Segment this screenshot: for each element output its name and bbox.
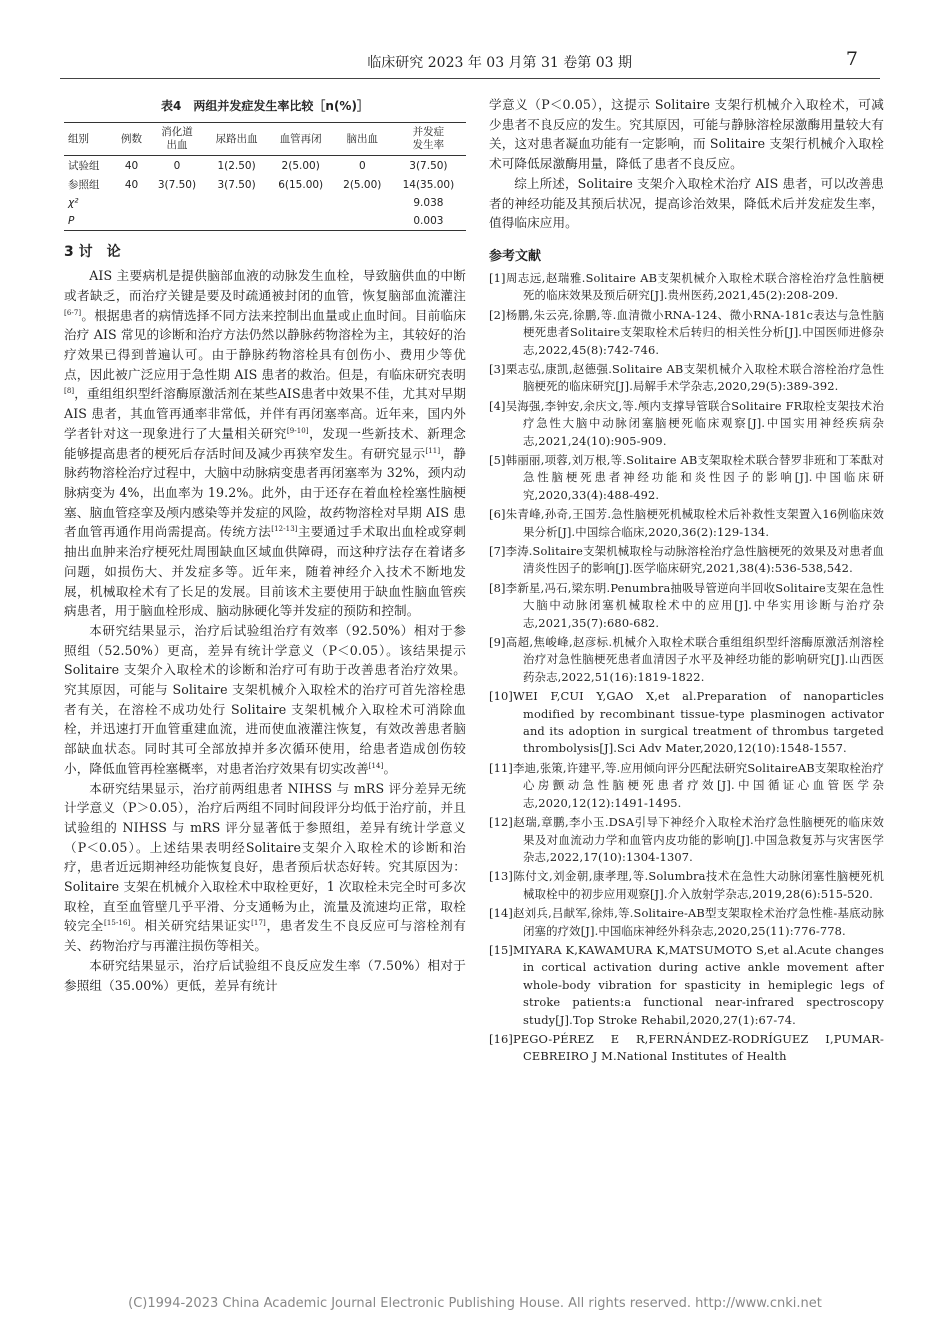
- table-cell: 3(7.50): [157, 178, 197, 191]
- reference-item: [14]赵刘兵,吕献军,徐炜,等.Solitaire-AB型支架取栓术治疗急性椎-基底动脉闭塞的疗效[J].中国临床神经外科杂志,2020,25(11):776-778.: [489, 906, 884, 938]
- table-cell: 9.038: [413, 197, 444, 210]
- table-cell: 6(15.00): [278, 178, 324, 191]
- table-cell: [148, 212, 205, 231]
- table-header-cell: 并发症 发生率: [412, 126, 445, 152]
- table-cell: [268, 212, 334, 231]
- table-cell: 2(5.00): [281, 159, 320, 172]
- page-number: 7: [845, 48, 858, 70]
- table-row: [64, 194, 466, 212]
- table-cell: [148, 194, 205, 212]
- table-header-row: [64, 123, 466, 156]
- left-column: [64, 95, 466, 995]
- table-cell: 3(7.50): [217, 178, 256, 191]
- reference-item: [13]陈付文,刘金朝,康孝理,等.Solumbra技术在急性大动脉闭塞性脑梗死机械取栓中的初步应用观察[J].介入放射学杂志,2019,28(6):515-520.: [489, 869, 884, 901]
- table-cell: 40: [124, 159, 139, 172]
- table-header-cell: 例数: [121, 132, 143, 145]
- citation-superscript: [11]: [425, 446, 441, 455]
- table-header-cell: 尿路出血: [215, 132, 258, 145]
- reference-item: [2]杨鹏,朱云亮,徐鹏,等.血清微小RNA-124、微小RNA-181c表达与急性脑梗死患者Solitaire支架取栓术后转归的相关性分析[J].中国医师进修杂志,2022,45(8):742-746.: [489, 307, 884, 357]
- references-heading: 参考文献: [489, 248, 542, 264]
- table-cell: 3(7.50): [409, 159, 448, 172]
- table-cell: 试验组: [68, 160, 100, 173]
- table-cell: [115, 212, 149, 231]
- reference-item: [4]吴海强,李钟安,余庆文,等.颅内支撑导管联合Solitaire FR取栓支架技术治疗急性大脑中动脉闭塞脑梗死临床观察[J].中国实用神经疾病杂志,2021,24(10):905-909.: [489, 398, 884, 448]
- citation-superscript: [9-10]: [286, 426, 309, 435]
- reference-list: [489, 270, 884, 1066]
- p1-text: AIS 主要病机是提供脑部血液的动脉发生血栓，导致脑供血的中断或者缺乏，而治疗关键是要及时疏通被封闭的血管，恢复脑部血流灌注[6-7]。根据患者的病情选择不同方法来控制出血量或止血时间。目前临床治疗 AIS 常见的诊断和治疗方法仍然以静脉药物溶栓为主，其较好的治疗效果已得到普遍认可。由于静脉药物溶栓具有创伤小、费用少等优点，因此被广泛应用于急性期 AIS 患者的救治。但是，有临床研究表明[8]，重组组织型纤溶酶原激活剂在某些AIS患者中效果不佳，尤其对早期 AIS 患者，其血管再通率非常低，并伴有再闭塞率高。近年来，国内外学者针对这一现象进行了大量相关研究[9-10]，发现一些新技术、新理念能够提高患者的梗死后存活时间及减少再狭窄发生。有研究显示[11]，静脉药物溶栓治疗过程中，大脑中动脉病变患者再闭塞率为 32%，颈内动脉病变为 4%，出血率为 19.2%。此外，由于还存在着血栓栓塞性脑梗塞、脑血管痉挛及颅内感染等并发症的风险，故药物溶栓对早期 AIS 患者血管再通作用尚需提高。传统方法[12-13]主要通过手术取出血栓或穿刺抽出血肿来治疗梗死灶周围缺血区域血供障碍，而这种疗法存在着诸多问题，如损伤大、并发症多等。近年来，随着神经介入技术不断地发展，机械取栓术有了长足的发展。目前该术主要使用于缺血性脑血管疾病患者，用于脑血栓形成、脑动脉硬化等并发症的预防和控制。: [64, 268, 466, 619]
- reference-item: [10]WEI F,CUI Y,GAO X,et al.Preparation of nanoparticles modified by recombinant tissue-type plasminogen activator and its adoption in surgical treatment of thrombus targeted thrombolysis[J].Sci Adv Mater,2020,12(10):1548-1557.: [489, 689, 884, 756]
- reference-item: [12]赵瑞,章鹏,李小玉.DSA引导下神经介入取栓术治疗急性脑梗死的临床效果及对血流动力学和血管内皮功能的影响[J].中国急救复苏与灾害医学杂志,2022,17(10):1304-1307.: [489, 815, 884, 864]
- table-title: 表4 两组并发症发生率比较［n(%)］: [161, 99, 369, 113]
- table-row: [64, 212, 466, 231]
- reference-item: [3]栗志弘,康凯,赵德强.Solitaire AB支架机械介入取栓术联合溶栓治疗急性脑梗死的临床研究[J].局解手术学杂志,2020,29(5):389-392.: [489, 361, 884, 394]
- discussion-paragraph-3: [64, 779, 466, 956]
- table-header-cell: 脑出血: [346, 132, 379, 145]
- citation-superscript: [8]: [64, 387, 75, 396]
- discussion-paragraph-1: [64, 266, 466, 621]
- citation-superscript: [6-7]: [64, 308, 82, 317]
- citation-superscript: [15-16]: [104, 919, 131, 928]
- p4-text: 本研究结果显示，治疗后试验组不良反应发生率（7.50%）相对于参照组（35.00%）更低，差异有统计: [64, 957, 466, 993]
- table-header-cell: 消化道 出血: [161, 126, 193, 152]
- table-body: [64, 156, 466, 231]
- reference-item: [5]韩丽丽,项蓉,刘万根,等.Solitaire AB支架取栓术联合替罗非班和丁苯酞对急性脑梗死患者神经功能和炎性因子的影响[J].中国临床研究,2020,33(4):488-492.: [489, 452, 884, 502]
- table-cell: 2(5.00): [343, 178, 382, 191]
- section-heading: 3 讨 论: [64, 244, 121, 261]
- p2-text: 本研究结果显示，治疗后试验组治疗有效率（92.50%）相对于参照组（52.50%）更高，差异有统计学意义（P＜0.05）。该结果提示 Solitaire 支架介入取栓术的诊断和治疗可有助于改善患者治疗效果。究其原因，可能与 Solitaire 支架机械介入取栓术的治疗可首先溶栓患者有关，在溶栓不成功处行 Solitaire 支架机械介入取栓术可消除血栓，并迅速打开血管重建血流，进而使血液灌注恢复，有效改善患者脑部缺血状态。同时其可全部放掉并多次循环使用，给患者造成创伤较小，降低血管再栓塞概率，对患者治疗效果有切实改善[14]。: [64, 622, 466, 776]
- table-cell: [334, 194, 391, 212]
- table-header-cell: 组别: [68, 132, 89, 145]
- citation-superscript: [17]: [251, 919, 266, 928]
- discussion-paragraph-2: [64, 621, 466, 779]
- citation-superscript: [12-13]: [271, 525, 298, 534]
- reference-item: [1]周志远,赵瑞雅.Solitaire AB支架机械介入取栓术联合溶栓治疗急性脑梗死的临床效果及预后研究[J].贵州医药,2021,45(2):208-209.: [489, 270, 884, 303]
- reference-item: [9]高超,焦峻峰,赵彦标.机械介入取栓术联合重组组织型纤溶酶原激活剂溶栓治疗对急性脑梗死患者血清因子水平及神经功能的影响研究[J].山西医药杂志,2022,51(16):1819-1822.: [489, 635, 884, 684]
- table-cell: 0: [173, 159, 181, 172]
- complication-table: [64, 122, 466, 231]
- discussion-continuation: 学意义（P＜0.05），这提示 Solitaire 支架行机械介入取栓术，可减少患者不良反应的发生。究其原因，可能与静脉溶栓尿激酶用量较大有关，这对患者凝血功能有一定影响，而 Solitaire 支架行机械介入取栓术可降低尿激酶用量，降低了患者不良反应。: [489, 97, 884, 172]
- p3-text: 本研究结果显示，治疗前两组患者 NIHSS 与 mRS 评分差异无统计学意义（P＞0.05），治疗后两组不同时间段评分均低于治疗前，并且试验组的 NIHSS 与 mRS 评分显著低于参照组，差异有统计学意义（P＜0.05）。上述结果表明经Solitaire支架介入取栓术的诊断和治疗，患者近远期神经功能恢复良好，患者预后状态好转。究其原因为：Solitaire 支架在机械介入取栓术中取栓更好，1 次取栓未完全时可多次取栓，直至血管壁几乎平滑、分支通畅为止，流量及流速均正常，取栓较完全[15-16]。相关研究结果证实[17]，患者发生不良反应可与溶栓剂有关、药物治疗与再灌注损伤等相关。: [64, 780, 466, 954]
- table-cell: 14(35.00): [402, 178, 455, 191]
- table-cell: P: [68, 215, 75, 228]
- table-cell: 0: [358, 159, 366, 172]
- table-cell: 0.003: [413, 215, 444, 228]
- table-cell: 1(2.50): [217, 159, 256, 172]
- table-cell: [268, 194, 334, 212]
- table-cell: [206, 194, 268, 212]
- reference-item: [7]李涛.Solitaire支架机械取栓与动脉溶栓治疗急性脑梗死的效果及对患者血清炎性因子的影响[J].医学临床研究,2021,38(4):536-538,542.: [489, 544, 884, 576]
- table-header-cell: 血管再闭: [279, 132, 322, 145]
- running-header: [60, 48, 880, 79]
- table-cell: [334, 212, 391, 231]
- reference-item: [15]MIYARA K,KAWAMURA K,MATSUMOTO S,et al.Acute changes in cortical activation during active ankle movement after whole-body vibration for spasticity in hemiplegic legs of stroke patients:a functional near-infrared spectroscopy study[J].Top Stroke Rehabil,2020,27(1):67-74.: [489, 942, 884, 1027]
- journal-title: 临床研究 2023 年 03 月第 31 卷第 03 期: [367, 55, 632, 71]
- table-row: [64, 156, 466, 176]
- table-row: [64, 175, 466, 194]
- table-cell: 参照组: [68, 179, 100, 192]
- reference-item: [16]PEGO-PÉREZ E R,FERNÁNDEZ-RODRÍGUEZ I,PUMAR-CEBREIRO J M.National Institutes of Health: [489, 1031, 884, 1064]
- citation-superscript: [14]: [368, 761, 384, 770]
- right-column: [489, 95, 884, 1068]
- copyright-footer: (C)1994-2023 China Academic Journal Electronic Publishing House. All rights reserved. http://www.cnki.net: [128, 1296, 822, 1311]
- table-cell: χ²: [68, 197, 79, 210]
- table-cell: 40: [124, 178, 139, 191]
- table-cell: [206, 212, 268, 231]
- conclusion-paragraph: 综上所述，Solitaire 支架介入取栓术治疗 AIS 患者，可以改善患者的神经功能及其预后状况，提高诊治效果，降低术后并发症发生率，值得临床应用。: [489, 175, 884, 231]
- reference-item: [6]朱青峰,孙奇,王国芳.急性脑梗死机械取栓术后补救性支架置入16例临床效果分析[J].中国综合临床,2020,36(2):129-134.: [489, 507, 884, 539]
- reference-item: [8]李新星,冯石,梁东明.Penumbra抽吸导管逆向半回收Solitaire支架在急性大脑中动脉闭塞机械取栓术中的应用[J].中华实用诊断与治疗杂志,2021,35(7):680-682.: [489, 580, 884, 630]
- reference-item: [11]李迪,张策,许建平,等.应用倾向评分匹配法研究SolitaireAB支架取栓治疗心房颤动急性脑梗死患者疗效[J].中国循证心血管医学杂志,2020,12(12):1491-1495.: [489, 760, 884, 810]
- table-cell: [115, 194, 149, 212]
- discussion-paragraph-4: [64, 956, 466, 995]
